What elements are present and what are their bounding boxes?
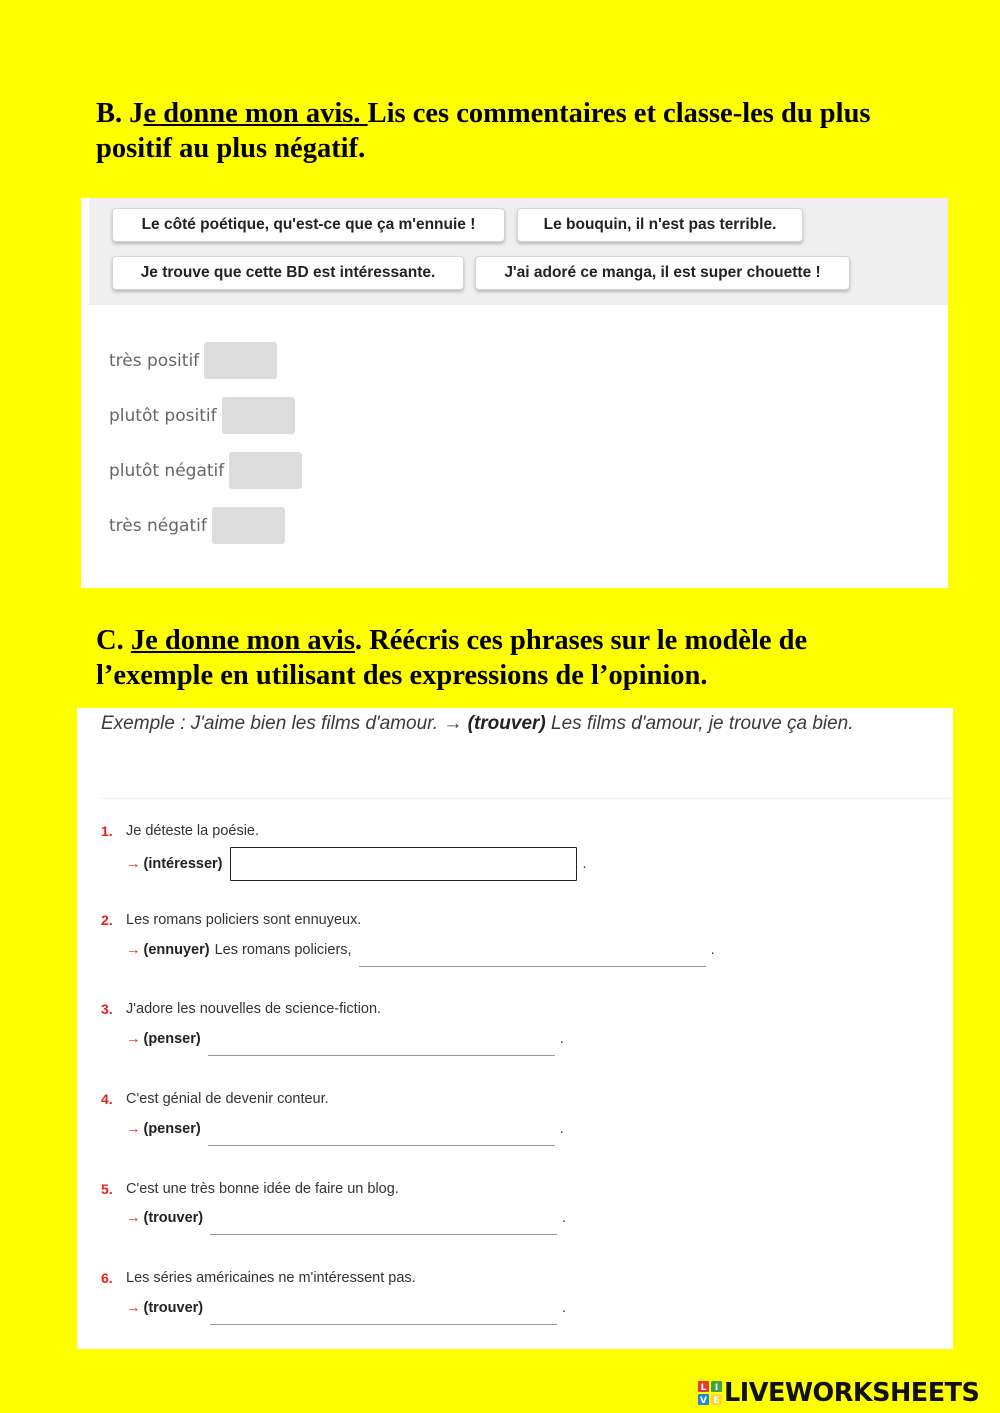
verb-hint: (penser)	[143, 1031, 201, 1047]
question-sentence: C'est génial de devenir conteur.	[126, 1091, 329, 1107]
logo-letter: I	[714, 1383, 719, 1393]
question-number: 5.	[101, 1181, 113, 1197]
question-number: 6.	[101, 1270, 113, 1286]
answer-line	[126, 1112, 564, 1146]
question-number: 3.	[101, 1001, 113, 1017]
logo-letter: L	[700, 1383, 707, 1393]
rewrite-exercise-panel	[77, 708, 953, 1349]
answer-input[interactable]	[210, 1201, 557, 1235]
drop-zone[interactable]	[204, 342, 277, 379]
question-sentence: Je déteste la poésie.	[126, 823, 260, 839]
section-c-instruction: . Réécris ces phrases sur le modèle de l’exemple en utilisant des expressions de l’opinion.	[96, 625, 808, 691]
arrow-icon: →	[126, 1031, 141, 1047]
example-prefix: Exemple : J'aime bien les films d'amour. →	[101, 713, 468, 734]
section-b-heading	[96, 96, 896, 166]
arrow-icon: →	[126, 942, 141, 958]
arrow-icon: →	[126, 1300, 141, 1316]
ranking-row-tres-positif	[109, 342, 277, 379]
comment-chip[interactable]: J'ai adoré ce manga, il est super chouette !	[475, 256, 850, 290]
section-b-title-underlined: e donne mon avis.	[143, 98, 368, 129]
ranking-label: plutôt positif	[109, 405, 217, 426]
ranking-row-plutot-negatif	[109, 452, 302, 489]
verb-hint: (trouver)	[143, 1300, 204, 1316]
ranking-label: plutôt négatif	[109, 460, 225, 481]
section-c-letter: C.	[96, 625, 131, 656]
period: .	[710, 942, 715, 958]
ranking-exercise-panel	[81, 198, 948, 588]
section-b-instruction: Lis ces commentaires et classe-les du plus positif au plus négatif.	[96, 98, 871, 164]
arrow-icon: →	[126, 1210, 141, 1226]
liveworksheets-wordmark: LIVEWORKSHEETS	[724, 1378, 980, 1408]
question-sentence: Les romans policiers sont ennuyeux.	[126, 912, 362, 928]
question-number: 1.	[101, 823, 113, 839]
drop-zone[interactable]	[212, 507, 285, 544]
period: .	[559, 1121, 564, 1137]
divider	[101, 798, 951, 799]
liveworksheets-logo-icon	[698, 1381, 722, 1405]
comment-chip[interactable]: Le côté poétique, qu'est-ce que ça m'ennuie !	[112, 208, 505, 242]
period: .	[559, 1031, 564, 1047]
section-c-title-underlined: Je donne mon avis	[130, 625, 355, 656]
example-suffix: Les films d'amour, je trouve ça bien.	[545, 713, 854, 734]
answer-input[interactable]	[210, 1291, 557, 1325]
section-c-heading	[96, 623, 896, 693]
answer-line	[126, 933, 715, 967]
question-sentence: Les séries américaines ne m'intéressent pas.	[126, 1270, 416, 1286]
answer-line	[126, 1201, 566, 1235]
answer-input[interactable]	[359, 933, 706, 967]
answer-line	[126, 847, 587, 881]
ranking-row-tres-negatif	[109, 507, 285, 544]
answer-input[interactable]	[208, 1022, 555, 1056]
question-sentence: C'est une très bonne idée de faire un blog.	[126, 1181, 399, 1197]
comment-chip-tray	[89, 198, 948, 305]
verb-hint: (ennuyer)	[143, 942, 210, 958]
arrow-icon: →	[126, 1121, 141, 1137]
example-sentence	[101, 713, 854, 735]
ranking-label: très positif	[109, 350, 200, 371]
period: .	[562, 1300, 567, 1316]
answer-input[interactable]	[230, 847, 577, 881]
example-verb: (trouver)	[467, 713, 546, 734]
drop-zone[interactable]	[229, 452, 302, 489]
verb-hint: (intéresser)	[143, 856, 223, 872]
question-sentence: J'adore les nouvelles de science-fiction.	[126, 1001, 382, 1017]
arrow-icon: →	[126, 856, 141, 872]
verb-hint: (trouver)	[143, 1210, 204, 1226]
period: .	[582, 856, 587, 872]
drop-zone[interactable]	[222, 397, 295, 434]
answer-line	[126, 1291, 566, 1325]
question-number: 2.	[101, 912, 113, 928]
verb-hint: (penser)	[143, 1121, 201, 1137]
comment-chip[interactable]: Je trouve que cette BD est intéressante.	[112, 256, 464, 290]
period: .	[562, 1210, 567, 1226]
question-number: 4.	[101, 1091, 113, 1107]
liveworksheets-logo	[698, 1376, 996, 1410]
logo-letter: V	[700, 1396, 707, 1405]
ranking-row-plutot-positif	[109, 397, 295, 434]
section-b-letter: B. J	[96, 98, 144, 129]
answer-input[interactable]	[208, 1112, 555, 1146]
answer-line	[126, 1022, 564, 1056]
ranking-label: très négatif	[109, 515, 207, 536]
answer-lead-text: Les romans policiers,	[214, 942, 352, 958]
logo-letter: E	[713, 1396, 720, 1405]
comment-chip[interactable]: Le bouquin, il n'est pas terrible.	[517, 208, 803, 242]
